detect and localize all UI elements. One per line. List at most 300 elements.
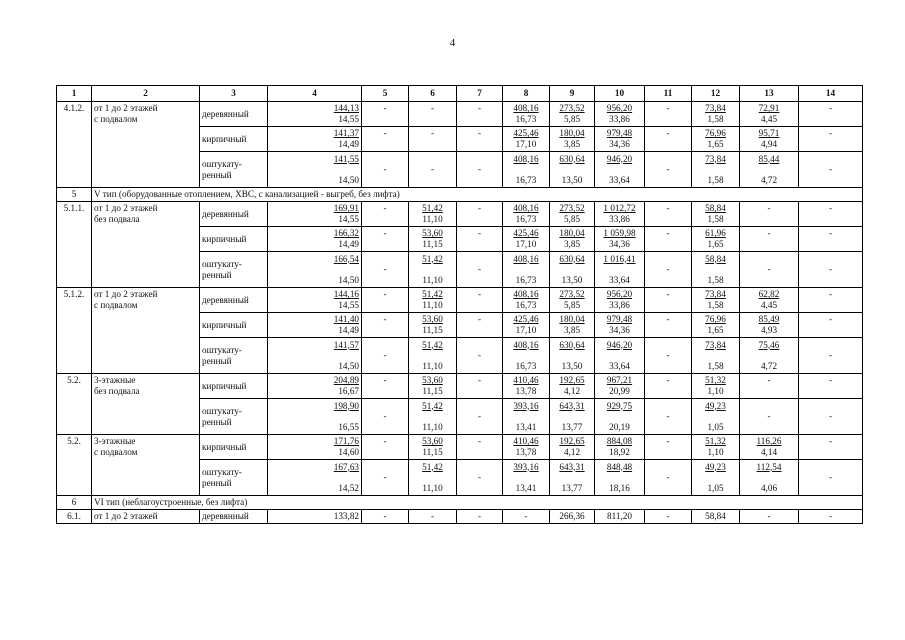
material-line: деревянный <box>202 108 249 119</box>
value-cell <box>692 338 740 374</box>
column-header: 3 <box>200 86 268 102</box>
value-cell <box>268 338 362 374</box>
value-cell <box>362 227 409 252</box>
value-cell <box>503 399 550 435</box>
value-stack <box>505 254 547 286</box>
value-main: 169,91 <box>333 203 359 213</box>
value-main: - <box>828 264 833 274</box>
value-sub: 13,50 <box>561 174 583 185</box>
value-stack <box>270 103 359 125</box>
value-cell <box>645 252 692 288</box>
value-cell <box>740 338 799 374</box>
value-main: 408,16 <box>513 153 539 164</box>
value-cell <box>409 288 457 313</box>
value-sub: 13,41 <box>515 482 537 493</box>
value-main: 180,04 <box>559 128 585 138</box>
value-cell <box>362 374 409 399</box>
value-sub: 1,05 <box>707 421 724 432</box>
value-main: 425,46 <box>513 314 539 324</box>
value-sub: 1,58 <box>707 114 724 124</box>
row-id: 5.1.2. <box>57 288 92 374</box>
value-cell <box>409 399 457 435</box>
value-main: 51,32 <box>705 436 726 446</box>
value-cell <box>550 338 595 374</box>
value-stack <box>694 228 737 250</box>
row-description <box>92 374 200 435</box>
value-cell <box>799 227 863 252</box>
value-main: - <box>477 203 482 213</box>
value-stack <box>552 289 592 311</box>
value-main: 180,04 <box>559 228 585 238</box>
value-main: 51,42 <box>422 461 443 472</box>
value-cell <box>740 152 799 188</box>
value-main: 51,42 <box>422 203 443 213</box>
value-main: 73,84 <box>705 339 726 350</box>
material-line: оштукату- <box>202 466 242 477</box>
value-main: 53,60 <box>422 375 443 385</box>
value-cell <box>409 152 457 188</box>
value-stack <box>694 436 737 458</box>
value-cell <box>645 435 692 460</box>
value-sub: 4,06 <box>760 482 778 493</box>
row-id: 5.1.1. <box>57 202 92 288</box>
value-sub: 17,10 <box>515 239 537 249</box>
value-main: - <box>430 164 435 174</box>
value-stack <box>505 289 547 311</box>
value-cell <box>409 338 457 374</box>
value-main: - <box>666 203 670 213</box>
value-stack <box>411 289 454 311</box>
value-main: 76,96 <box>705 314 726 324</box>
value-cell <box>645 202 692 227</box>
value-sub: 14,50 <box>338 174 359 185</box>
value-main: 141,55 <box>333 153 359 164</box>
value-sub: 13,41 <box>515 421 537 432</box>
description-line: от 1 до 2 этажей <box>94 203 158 213</box>
value-main: - <box>666 103 670 113</box>
value-main: 72,91 <box>758 103 780 113</box>
value-main: 410,46 <box>513 436 539 446</box>
value-sub: 3,85 <box>563 239 581 249</box>
row-description: от 1 до 2 этажей <box>92 510 200 524</box>
value-cell <box>362 288 409 313</box>
value-sub: 34,36 <box>609 139 630 149</box>
value-stack <box>505 154 547 186</box>
material-line: деревянный <box>202 294 249 305</box>
value-cell <box>268 313 362 338</box>
value-stack <box>597 462 642 494</box>
value-cell <box>550 227 595 252</box>
value-cell: - <box>799 510 863 524</box>
value-main: 144,16 <box>333 289 359 299</box>
value-cell <box>550 202 595 227</box>
value-cell <box>692 227 740 252</box>
description-line: с подвалом <box>94 114 138 124</box>
value-main: 61,96 <box>705 228 726 238</box>
value-main: 967,21 <box>606 375 633 385</box>
value-stack <box>411 436 454 458</box>
value-main: 53,60 <box>422 228 443 238</box>
value-cell <box>409 374 457 399</box>
value-main: 112,54 <box>756 461 782 472</box>
value-cell <box>799 399 863 435</box>
value-sub: 14,49 <box>338 325 359 335</box>
value-sub: 3,85 <box>563 325 581 335</box>
value-stack <box>270 228 359 250</box>
value-cell <box>503 338 550 374</box>
value-sub: 33,64 <box>609 360 630 371</box>
value-cell <box>503 252 550 288</box>
value-stack <box>742 128 796 150</box>
value-cell <box>692 202 740 227</box>
value-main: 393,16 <box>513 461 539 472</box>
value-cell <box>362 460 409 496</box>
value-main: 192,65 <box>559 436 585 446</box>
value-sub: 18,92 <box>609 447 630 457</box>
value-main: 979,48 <box>606 128 633 138</box>
value-main: - <box>666 128 670 138</box>
value-stack <box>552 375 592 397</box>
value-main: 425,46 <box>513 128 539 138</box>
value-stack <box>597 314 642 336</box>
value-main: - <box>383 472 387 482</box>
value-sub: 14,49 <box>338 139 359 149</box>
value-main: 51,42 <box>422 339 443 350</box>
value-sub: 14,55 <box>338 300 359 310</box>
value-cell <box>740 399 799 435</box>
value-cell <box>362 435 409 460</box>
value-main: - <box>828 350 833 360</box>
value-stack <box>597 436 642 458</box>
value-cell <box>595 313 645 338</box>
value-sub: 1,58 <box>707 274 724 285</box>
value-cell <box>550 252 595 288</box>
value-sub: 13,77 <box>561 482 583 493</box>
value-cell <box>503 435 550 460</box>
tariff-table <box>56 85 863 524</box>
value-main: 49,23 <box>705 461 726 472</box>
value-stack <box>597 103 642 125</box>
value-main: - <box>383 436 387 446</box>
row-id: 5.2. <box>57 435 92 496</box>
value-stack <box>694 103 737 125</box>
value-main: - <box>477 436 482 446</box>
value-stack <box>552 254 592 286</box>
value-main: - <box>477 350 482 360</box>
value-main: - <box>828 375 833 385</box>
value-main: 51,32 <box>705 375 726 385</box>
value-main: 51,42 <box>422 400 443 411</box>
value-main: 73,84 <box>705 289 726 299</box>
value-cell <box>457 252 503 288</box>
value-sub: 11,10 <box>422 300 443 310</box>
value-stack <box>505 340 547 372</box>
value-sub: 5,85 <box>563 114 581 124</box>
value-main: - <box>828 411 833 421</box>
value-main: 75,46 <box>758 339 780 350</box>
value-cell <box>645 127 692 152</box>
value-stack <box>411 340 454 372</box>
value-sub: 4,94 <box>760 139 778 149</box>
value-sub: 13,77 <box>561 421 583 432</box>
value-sub: 16,73 <box>515 274 537 285</box>
value-sub: 4,72 <box>760 360 778 371</box>
value-main: 273,52 <box>559 289 585 299</box>
value-cell: 811,20 <box>595 510 645 524</box>
value-main: - <box>477 103 482 113</box>
value-cell <box>457 399 503 435</box>
value-cell <box>595 338 645 374</box>
value-cell <box>550 435 595 460</box>
value-stack <box>411 401 454 433</box>
value-sub: 11,15 <box>422 386 443 396</box>
value-main: - <box>828 314 833 324</box>
table-row <box>57 374 863 399</box>
value-main: - <box>430 103 435 113</box>
value-main: - <box>828 436 833 446</box>
value-cell <box>503 460 550 496</box>
value-main: 171,76 <box>333 436 359 446</box>
value-cell <box>595 202 645 227</box>
column-header: 14 <box>799 86 863 102</box>
value-cell <box>740 460 799 496</box>
value-sub: 13,78 <box>515 386 537 396</box>
table-row <box>57 496 863 510</box>
value-main: - <box>383 103 387 113</box>
value-sub: 34,36 <box>609 239 630 249</box>
value-cell <box>645 313 692 338</box>
value-stack <box>411 375 454 397</box>
description-line: без подвала <box>94 386 140 396</box>
value-cell: 133,82 <box>268 510 362 524</box>
description-line: 3-этажные <box>94 375 136 385</box>
value-main: 1 012,72 <box>603 203 636 213</box>
value-cell: - <box>457 510 503 524</box>
value-sub: 33,86 <box>609 214 630 224</box>
value-cell <box>409 102 457 127</box>
value-stack <box>694 289 737 311</box>
value-main: 1 059,98 <box>603 228 636 238</box>
value-main: 85,49 <box>758 314 780 324</box>
value-cell <box>268 252 362 288</box>
value-sub: 3,85 <box>563 139 581 149</box>
value-cell <box>268 460 362 496</box>
value-main: 848,48 <box>606 461 633 472</box>
value-stack <box>694 154 737 186</box>
value-main: 144,13 <box>333 103 359 113</box>
value-stack <box>597 228 642 250</box>
value-cell <box>595 288 645 313</box>
material-line: кирпичный <box>202 233 247 244</box>
column-header: 12 <box>692 86 740 102</box>
material-line: кирпичный <box>202 319 247 330</box>
value-cell <box>550 460 595 496</box>
row-description <box>92 202 200 288</box>
row-id: 5.2. <box>57 374 92 435</box>
value-cell <box>503 152 550 188</box>
value-sub: 11,10 <box>422 274 443 285</box>
value-cell <box>595 399 645 435</box>
value-cell <box>409 127 457 152</box>
value-cell <box>362 202 409 227</box>
value-stack <box>505 401 547 433</box>
value-stack <box>597 340 642 372</box>
value-main: - <box>767 264 771 274</box>
value-main: - <box>666 164 670 174</box>
value-sub: 14,49 <box>338 239 359 249</box>
value-sub: 20,19 <box>609 421 630 432</box>
value-cell <box>799 102 863 127</box>
value-cell <box>362 252 409 288</box>
value-main: - <box>477 264 482 274</box>
value-main: - <box>477 228 482 238</box>
column-header: 5 <box>362 86 409 102</box>
table-row <box>57 102 863 127</box>
value-cell <box>692 399 740 435</box>
value-main: 73,84 <box>705 153 726 164</box>
value-sub: 14,50 <box>338 360 359 371</box>
value-sub: 14,60 <box>338 447 359 457</box>
value-stack <box>270 340 359 372</box>
value-cell: 266,36 <box>550 510 595 524</box>
value-main: - <box>666 436 670 446</box>
value-main: 929,75 <box>606 400 633 411</box>
material-cell <box>200 435 268 460</box>
value-main: - <box>828 128 833 138</box>
value-cell <box>550 313 595 338</box>
value-cell: - <box>740 510 799 524</box>
value-cell <box>799 202 863 227</box>
value-main: - <box>767 411 771 421</box>
value-cell <box>457 152 503 188</box>
value-sub: 16,67 <box>338 386 359 396</box>
value-stack <box>694 462 737 494</box>
value-main: 53,60 <box>422 314 443 324</box>
value-sub: 4,72 <box>760 174 778 185</box>
value-sub: 14,50 <box>338 274 359 285</box>
value-cell <box>740 374 799 399</box>
value-sub: 11,10 <box>422 421 443 432</box>
value-cell <box>457 338 503 374</box>
material-line: ренный <box>202 416 232 427</box>
value-main: - <box>477 472 482 482</box>
value-sub: 33,86 <box>609 114 630 124</box>
value-sub: 1,05 <box>707 482 724 493</box>
value-cell <box>457 374 503 399</box>
value-main: - <box>828 164 833 174</box>
value-cell <box>799 252 863 288</box>
value-stack <box>694 254 737 286</box>
value-stack <box>552 203 592 225</box>
value-main: 58,84 <box>705 203 726 213</box>
value-cell <box>457 313 503 338</box>
value-cell <box>409 252 457 288</box>
value-main: - <box>430 128 435 138</box>
value-main: - <box>383 375 387 385</box>
value-main: 85,44 <box>758 153 780 164</box>
value-cell <box>799 313 863 338</box>
value-sub: 1,65 <box>707 325 724 335</box>
value-cell <box>595 102 645 127</box>
value-cell <box>409 313 457 338</box>
value-sub: 1,10 <box>707 386 724 396</box>
value-main: 62,82 <box>758 289 780 299</box>
material-line: ренный <box>202 269 232 280</box>
value-cell <box>595 252 645 288</box>
value-stack <box>694 401 737 433</box>
value-main: 53,60 <box>422 436 443 446</box>
value-main: 166,54 <box>333 253 359 264</box>
value-cell <box>268 374 362 399</box>
value-stack <box>742 154 796 186</box>
value-main: - <box>666 411 670 421</box>
value-main: 273,52 <box>559 203 585 213</box>
value-stack <box>270 314 359 336</box>
value-stack <box>694 340 737 372</box>
value-cell <box>550 102 595 127</box>
material-cell <box>200 460 268 496</box>
table-row <box>57 510 863 524</box>
value-main: 408,16 <box>513 203 539 213</box>
value-cell <box>740 435 799 460</box>
value-cell <box>692 102 740 127</box>
material-cell <box>200 227 268 252</box>
value-main: - <box>477 128 482 138</box>
value-cell <box>799 460 863 496</box>
value-main: - <box>383 314 387 324</box>
value-main: - <box>383 228 387 238</box>
value-main: - <box>383 411 387 421</box>
row-id: 6.1. <box>57 510 92 524</box>
material-cell: деревянный <box>200 510 268 524</box>
value-cell <box>595 460 645 496</box>
value-stack <box>552 436 592 458</box>
value-main: 408,16 <box>513 103 539 113</box>
value-cell: - <box>409 510 457 524</box>
value-cell <box>457 435 503 460</box>
value-sub: 11,10 <box>422 482 443 493</box>
value-stack <box>411 228 454 250</box>
value-cell <box>645 152 692 188</box>
value-stack <box>411 254 454 286</box>
material-cell <box>200 127 268 152</box>
value-sub: 17,10 <box>515 325 537 335</box>
value-main: 49,23 <box>705 400 726 411</box>
value-sub: 4,93 <box>760 325 778 335</box>
value-main: 192,65 <box>559 375 585 385</box>
value-stack <box>270 401 359 433</box>
description-line: от 1 до 2 этажей <box>94 289 158 299</box>
value-cell <box>457 288 503 313</box>
value-stack <box>505 436 547 458</box>
value-cell <box>503 202 550 227</box>
value-cell <box>692 152 740 188</box>
value-main: - <box>666 314 670 324</box>
value-cell <box>692 252 740 288</box>
value-stack <box>552 340 592 372</box>
value-main: 51,42 <box>422 289 443 299</box>
value-sub: 1,65 <box>707 139 724 149</box>
value-cell <box>268 227 362 252</box>
value-stack <box>411 462 454 494</box>
value-cell <box>409 202 457 227</box>
value-main: - <box>383 164 387 174</box>
value-sub: 13,50 <box>561 360 583 371</box>
row-description <box>92 435 200 496</box>
value-cell <box>268 202 362 227</box>
value-cell <box>550 288 595 313</box>
value-stack <box>505 103 547 125</box>
